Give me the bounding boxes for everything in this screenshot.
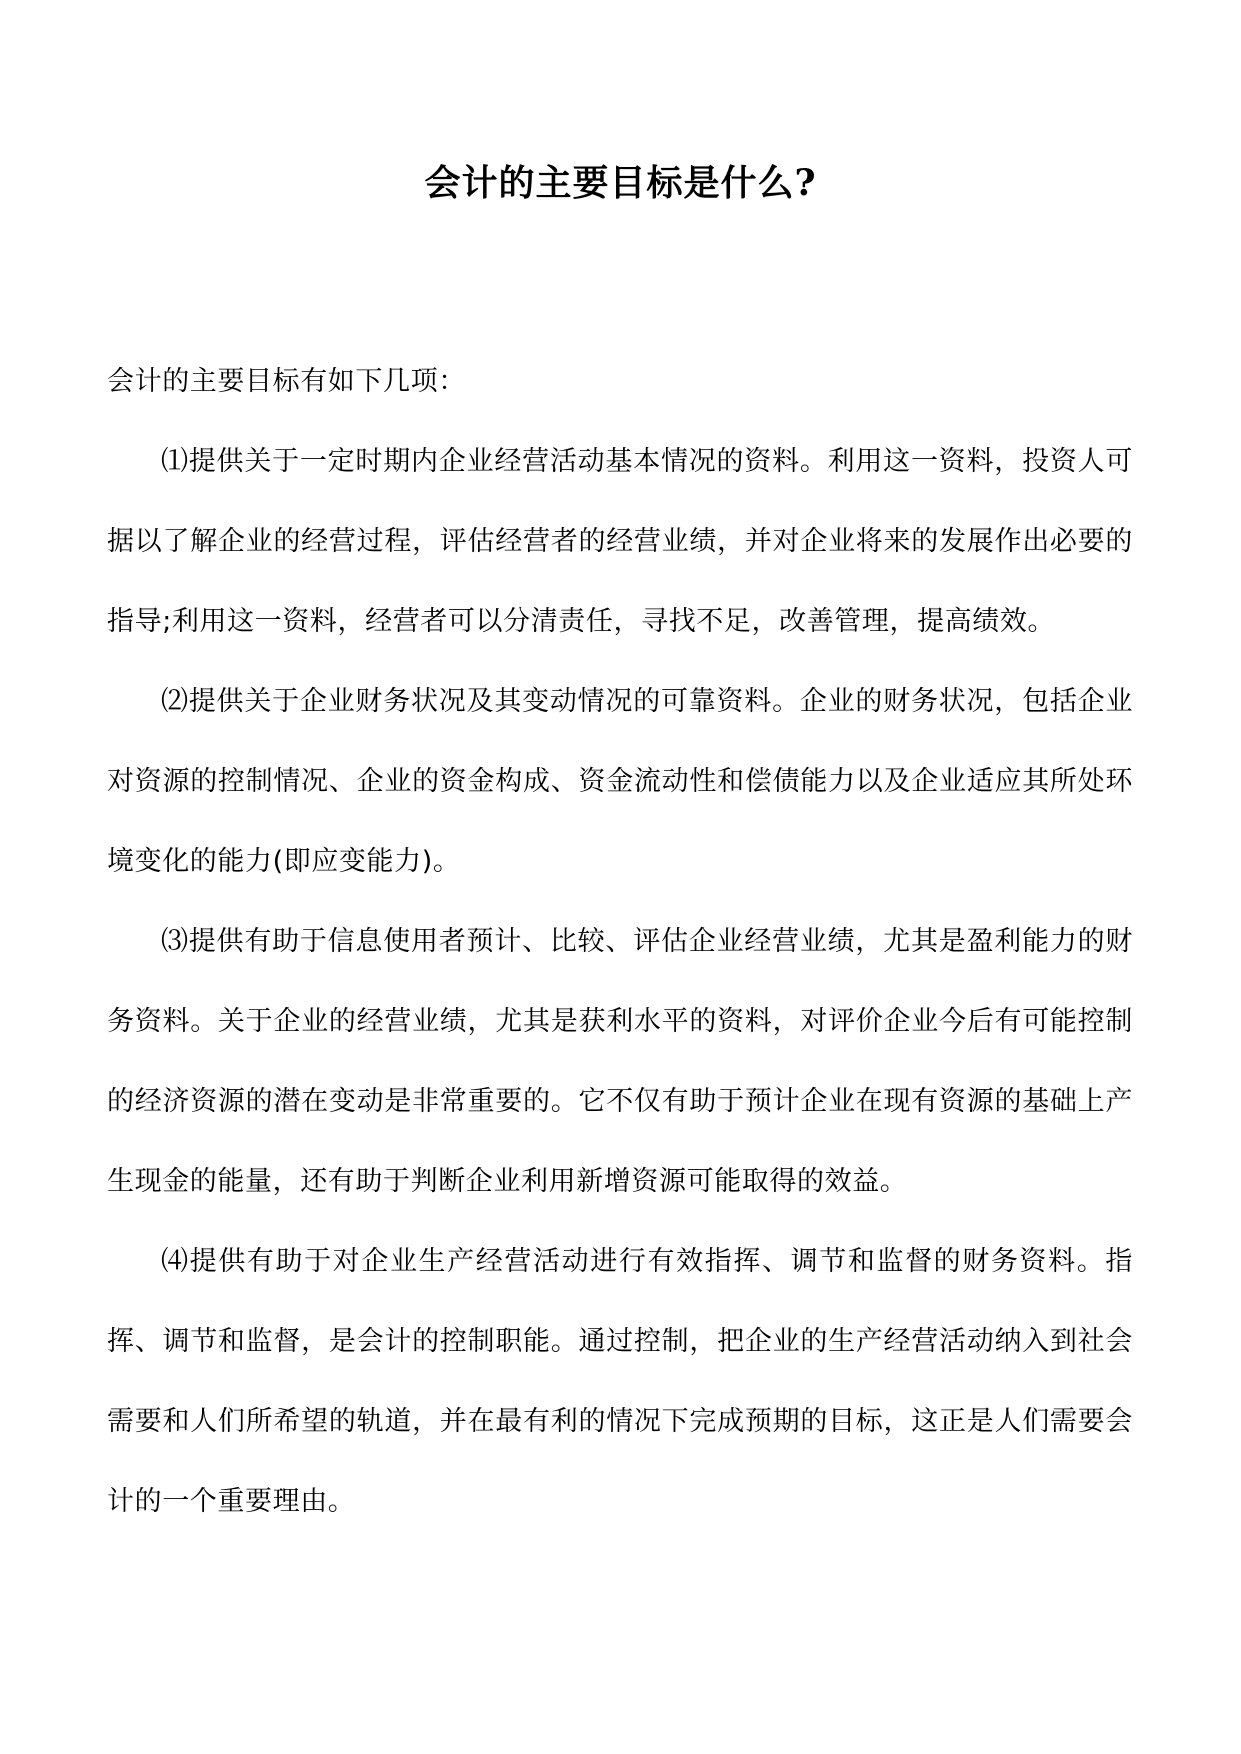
goal-item-2: ⑵提供关于企业财务状况及其变动情况的可靠资料。企业的财务状况，包括企业对资源的控制情况、企业的资金构成、资金流动性和偿债能力以及企业适应其所处环境变化的能力(即应变能力)。 [107, 686, 1133, 877]
goal-item-1: ⑴提供关于一定时期内企业经营活动基本情况的资料。利用这一资料，投资人可据以了解企业的经营过程，评估经营者的经营业绩，并对企业将来的发展作出必要的指导;利用这一资料，经营者可以分清责任，寻找不足，改善管理，提高绩效。 [107, 446, 1133, 637]
page-title: 会计的主要目标是什么? [424, 162, 817, 204]
goal-item-3: ⑶提供有助于信息使用者预计、比较、评估企业经营业绩，尤其是盈利能力的财务资料。关于企业的经营业绩，尤其是获利水平的资料，对评价企业今后有可能控制的经济资源的潜在变动是非常重要的。它不仅有助于预计企业在现有资源的基础上产生现金的能量，还有助于判断企业利用新增资源可能取得的效益。 [107, 926, 1133, 1197]
document-body [107, 342, 1133, 1542]
intro-paragraph: 会计的主要目标有如下几项： [107, 366, 466, 397]
goal-item-4: ⑷提供有助于对企业生产经营活动进行有效指挥、调节和监督的财务资料。指挥、调节和监督，是会计的控制职能。通过控制，把企业的生产经营活动纳入到社会需要和人们所希望的轨道，并在最有利的情况下完成预期的目标，这正是人们需要会计的一个重要理由。 [107, 1246, 1133, 1517]
